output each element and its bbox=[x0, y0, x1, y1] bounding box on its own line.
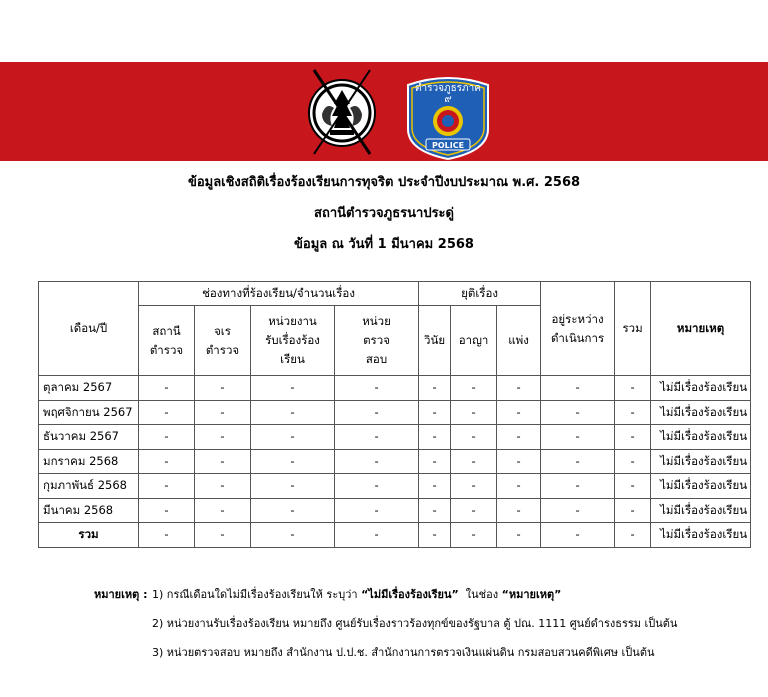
row-value: - bbox=[251, 400, 335, 425]
row-value: - bbox=[195, 400, 251, 425]
row-month: ตุลาคม 2567 bbox=[39, 376, 139, 401]
table-row bbox=[39, 498, 751, 523]
table-row bbox=[39, 474, 751, 499]
row-value: - bbox=[419, 425, 451, 450]
header-discipline: วินัย bbox=[419, 306, 451, 376]
row-value: - bbox=[497, 474, 541, 499]
row-value: - bbox=[615, 449, 651, 474]
police-logo-top-text: ตำรวจภูธรภาค bbox=[415, 83, 481, 94]
header-complaint-unit: หน่วยงานรับเรื่องร้องเรียน bbox=[251, 306, 335, 376]
row-value: - bbox=[195, 449, 251, 474]
row-value: - bbox=[195, 523, 251, 548]
row-remark: ไม่มีเรื่องร้องเรียน bbox=[651, 498, 751, 523]
row-value: - bbox=[419, 449, 451, 474]
note-1-quote: “ไม่มีเรื่องร้องเรียน” bbox=[361, 588, 459, 601]
row-value: - bbox=[615, 474, 651, 499]
header-patrol: จเรตำรวจ bbox=[195, 306, 251, 376]
row-value: - bbox=[615, 523, 651, 548]
row-value: - bbox=[251, 498, 335, 523]
note-1 bbox=[152, 585, 561, 603]
row-value: - bbox=[419, 498, 451, 523]
row-value: - bbox=[251, 425, 335, 450]
row-value: - bbox=[451, 449, 497, 474]
row-value: - bbox=[335, 425, 419, 450]
row-value: - bbox=[335, 523, 419, 548]
row-value: - bbox=[195, 474, 251, 499]
row-value: - bbox=[419, 523, 451, 548]
row-value: - bbox=[451, 400, 497, 425]
row-value: - bbox=[615, 498, 651, 523]
row-value: - bbox=[451, 523, 497, 548]
header-channels: ช่องทางที่ร้องเรียน/จำนวนเรื่อง bbox=[139, 282, 419, 306]
header-in-progress: อยู่ระหว่างดำเนินการ bbox=[541, 282, 615, 376]
note-3: 3) หน่วยตรวจสอบ หมายถึง สำนักงาน ป.ป.ช. สำนักงานการตรวจเงินแผ่นดิน กรมสอบสวนคดีพิเศษ เป็นต้น bbox=[152, 646, 655, 659]
header-criminal: อาญา bbox=[451, 306, 497, 376]
header-station: สถานีตำรวจ bbox=[139, 306, 195, 376]
table-row bbox=[39, 523, 751, 548]
row-month: พฤศจิกายน 2567 bbox=[39, 400, 139, 425]
row-value: - bbox=[451, 376, 497, 401]
row-value: - bbox=[139, 474, 195, 499]
row-value: - bbox=[615, 376, 651, 401]
row-value: - bbox=[139, 523, 195, 548]
row-value: - bbox=[541, 498, 615, 523]
station-name: สถานีตำรวจภูธรนาประดู่ bbox=[314, 206, 454, 221]
row-value: - bbox=[541, 449, 615, 474]
header-civil: แพ่ง bbox=[497, 306, 541, 376]
notes-label: หมายเหตุ : bbox=[94, 588, 148, 601]
header-total: รวม bbox=[615, 282, 651, 376]
row-value: - bbox=[335, 449, 419, 474]
data-date: ข้อมูล ณ วันที่ 1 มีนาคม 2568 bbox=[294, 237, 474, 252]
row-remark: ไม่มีเรื่องร้องเรียน bbox=[651, 449, 751, 474]
row-value: - bbox=[335, 376, 419, 401]
police-region-logo bbox=[404, 71, 492, 161]
row-value: - bbox=[497, 449, 541, 474]
table-body bbox=[39, 376, 751, 548]
row-remark: ไม่มีเรื่องร้องเรียน bbox=[651, 400, 751, 425]
row-value: - bbox=[541, 474, 615, 499]
police-logo-region-number: ๙ bbox=[444, 94, 452, 105]
document-title: ข้อมูลเชิงสถิติเรื่องร้องเรียนการทุจริต ประจำปีงบประมาณ พ.ศ. 2568 bbox=[187, 175, 581, 190]
row-value: - bbox=[139, 376, 195, 401]
row-month: รวม bbox=[39, 523, 139, 548]
row-value: - bbox=[497, 376, 541, 401]
row-value: - bbox=[497, 498, 541, 523]
row-month: กุมภาพันธ์ 2568 bbox=[39, 474, 139, 499]
row-value: - bbox=[335, 474, 419, 499]
table-row bbox=[39, 425, 751, 450]
row-value: - bbox=[541, 425, 615, 450]
complaint-statistics-table bbox=[38, 281, 751, 548]
row-month: ธันวาคม 2567 bbox=[39, 425, 139, 450]
row-value: - bbox=[195, 498, 251, 523]
row-value: - bbox=[615, 425, 651, 450]
row-value: - bbox=[451, 498, 497, 523]
header-month: เดือน/ปี bbox=[39, 282, 139, 376]
row-value: - bbox=[251, 376, 335, 401]
row-value: - bbox=[195, 425, 251, 450]
header-banner bbox=[0, 62, 768, 161]
row-value: - bbox=[497, 425, 541, 450]
header-audit-unit: หน่วยตรวจสอบ bbox=[335, 306, 419, 376]
row-remark: ไม่มีเรื่องร้องเรียน bbox=[651, 474, 751, 499]
row-value: - bbox=[251, 449, 335, 474]
note-1-text: 1) กรณีเดือนใดไม่มีเรื่องร้องเรียนให้ ระบุว่า bbox=[152, 588, 358, 601]
header-terminated: ยุติเรื่อง bbox=[419, 282, 541, 306]
row-value: - bbox=[419, 376, 451, 401]
table-row bbox=[39, 449, 751, 474]
note-1-field-text: ในช่อง bbox=[465, 588, 499, 601]
row-remark: ไม่มีเรื่องร้องเรียน bbox=[651, 523, 751, 548]
row-value: - bbox=[139, 400, 195, 425]
row-value: - bbox=[451, 474, 497, 499]
row-value: - bbox=[335, 498, 419, 523]
row-value: - bbox=[541, 400, 615, 425]
row-value: - bbox=[139, 425, 195, 450]
note-1-field-name: “หมายเหตุ” bbox=[501, 588, 562, 601]
row-value: - bbox=[451, 425, 497, 450]
row-month: มกราคม 2568 bbox=[39, 449, 139, 474]
row-value: - bbox=[615, 400, 651, 425]
row-value: - bbox=[497, 400, 541, 425]
row-value: - bbox=[139, 498, 195, 523]
row-value: - bbox=[335, 400, 419, 425]
row-month: มีนาคม 2568 bbox=[39, 498, 139, 523]
row-value: - bbox=[419, 400, 451, 425]
row-value: - bbox=[497, 523, 541, 548]
row-value: - bbox=[419, 474, 451, 499]
royal-emblem-logo bbox=[306, 64, 378, 156]
table-row bbox=[39, 400, 751, 425]
table-row bbox=[39, 376, 751, 401]
note-2: 2) หน่วยงานรับเรื่องร้องเรียน หมายถึง ศูนย์รับเรื่องราวร้องทุกข์ของรัฐบาล ตู้ ปณ. 1111 ศูนย์ดำรงธรรม เป็นต้น bbox=[152, 617, 678, 630]
row-remark: ไม่มีเรื่องร้องเรียน bbox=[651, 376, 751, 401]
row-value: - bbox=[541, 523, 615, 548]
row-value: - bbox=[251, 474, 335, 499]
row-value: - bbox=[541, 376, 615, 401]
row-value: - bbox=[251, 523, 335, 548]
row-value: - bbox=[139, 449, 195, 474]
header-remark: หมายเหตุ bbox=[651, 282, 751, 376]
row-value: - bbox=[195, 376, 251, 401]
row-remark: ไม่มีเรื่องร้องเรียน bbox=[651, 425, 751, 450]
police-badge-text: POLICE bbox=[431, 141, 465, 150]
